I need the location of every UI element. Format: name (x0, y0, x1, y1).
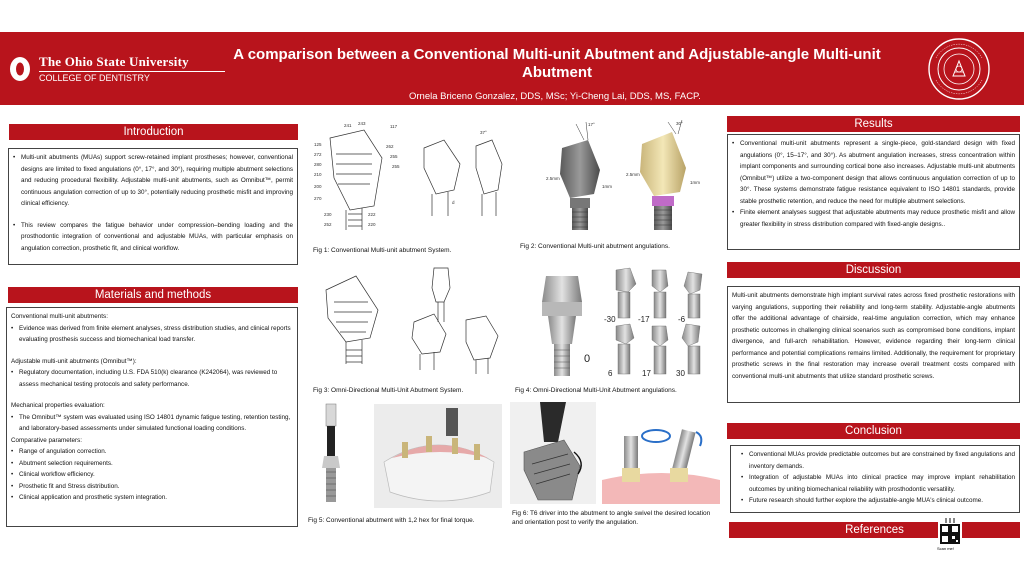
methods-group-label: Mechanical properties evaluation: (11, 402, 105, 409)
conclusion-bullet: • Conventional MUAs provide predictable outcomes but are constrained by fixed angulations and inventory demands. (741, 449, 1015, 472)
fig2-caption: Fig 2: Conventional Multi-unit abutment angulations. (520, 243, 670, 250)
param-item: • Abutment selection requirements. (11, 458, 293, 470)
param-item: • Range of angulation correction. (11, 446, 293, 458)
fig1-label: 117 (390, 124, 398, 129)
conclusion-bullet: • Future research should further explore the adjustable-angle MUA's clinical outcome. (741, 495, 1015, 507)
methods-group-label: Adjustable multi-unit abutments (Omnibut™): (11, 357, 137, 365)
fig3-caption: Fig 3: Omni-Directional Multi-Unit Abutment System. (313, 387, 464, 394)
fig5-abutment-torque-renders (318, 402, 504, 512)
fig1-label: 255 (390, 154, 398, 159)
references-heading: References (729, 522, 1020, 538)
fig4-caption: Fig 4: Omni-Directional Multi-Unit Abutment angulations. (515, 387, 677, 394)
param-item: • Clinical application and prosthetic system integration. (11, 492, 293, 504)
conclusion-box (730, 445, 1020, 513)
fig1-label: 272 (314, 152, 322, 157)
fig1-label: 241 (344, 123, 352, 128)
poster-title: A comparison between a Conventional Multi-unit Abutment and Adjustable-angle Multi-unit Abutment (233, 46, 881, 81)
fig6-driver-renders (510, 402, 720, 504)
results-heading: Results (727, 116, 1020, 132)
methods-heading: Materials and methods (8, 287, 298, 303)
fig1-label: 210 (314, 172, 322, 177)
fig1-technical-drawing (312, 118, 520, 242)
fig1-caption: Fig 1: Conventional Multi-unit abutment System. (313, 247, 452, 254)
methods-bullet: • Evidence was derived from finite element analyses, stress distribution studies, and clinical reports evaluating prosthesis success and biomechanical load transfer. (11, 323, 293, 346)
fig1-label: 220 (368, 222, 376, 227)
methods-box (6, 307, 298, 527)
university-name: The Ohio State University (39, 54, 189, 69)
fig1-label: d (452, 200, 455, 205)
fig4-label: -17 (638, 315, 650, 324)
fig1-label: 243 (358, 121, 366, 126)
results-bullet: • Finite element analyses suggest that adjustable abutments may reduce prosthetic misfit and allow greater flexibility in stress distribution compared with fixed-angle designs.. (732, 207, 1015, 230)
fig2-label: 2.5mm (546, 176, 560, 181)
params-label: Comparative parameters: (11, 436, 83, 444)
fig2-label: 17° (588, 122, 595, 127)
discussion-box: Multi-unit abutments demonstrate high implant survival rates across fixed prosthetic restorations with varying angulations, supporting their reliability and long-term stability. Adjustable-angle abutments offer the additional advantage of chairside, real-time angulation correction, which may enhance prosthetic outcomes in challenging clinical scenarios such as compromised bone conditions, implant divergence, and full-arch rehabilitation. However, evidence regarding their long-term clinical performance and potential complications remains limited. Additionally, the requirement for proprietary prosthetic screws in the final restoration may increase overall treatment costs compared with conventional multi-unit abutments that utilize standard prosthetic screws. (727, 286, 1020, 403)
param-item: • Prosthetic fit and Stress distribution. (11, 481, 293, 493)
qr-code-icon[interactable] (938, 518, 962, 548)
qr-label: Scan me! (937, 546, 954, 551)
fig2-label: 30° (676, 121, 683, 126)
results-box (727, 134, 1020, 250)
methods-bullet: • The Omnibut™ system was evaluated using ISO 14801 dynamic fatigue testing, retention testing, and laboratory-based assessments under simulated functional loading conditions. (11, 412, 293, 435)
fig4-label: 0 (584, 353, 591, 365)
fig2-label: 2.5mm (626, 172, 640, 177)
fig4-label: -30 (604, 315, 616, 324)
fig5-caption: Fig 5: Conventional abutment with 1,2 hex for final torque. (308, 517, 475, 524)
fig4-angulation-renders (528, 264, 714, 382)
param-item: • Clinical workflow efficiency. (11, 469, 293, 481)
introduction-box (8, 148, 298, 265)
fig1-label: 200 (314, 184, 322, 189)
intro-bullet: • This review compares the fatigue behavior under compression–bending loading and the prosthodontic integration of conventional and adjustable MUAs, with particular emphasis on angulation correction, prosthetic fit, and clinical workflow. (13, 220, 293, 255)
top-margin (0, 0, 1024, 32)
introduction-heading: Introduction (9, 124, 298, 140)
college-name: COLLEGE OF DENTISTRY (39, 73, 150, 83)
discussion-heading: Discussion (727, 262, 1020, 278)
fig3-omnibut-system-drawing (316, 262, 506, 380)
conclusion-bullet: • Integration of adjustable MUAs into clinical practice may improve implant rehabilitation outcomes by uniting biomechanical reliability with prosthodontic versatility. (741, 472, 1015, 495)
methods-bullet: • Regulatory documentation, including U.S. FDA 510(k) clearance (K242064), was reviewed to assess mechanical testing protocols and safety performance. (11, 367, 293, 390)
fig1-label: 270 (314, 196, 322, 201)
fig2-abutment-renders (526, 118, 716, 240)
conclusion-heading: Conclusion (727, 423, 1020, 439)
logo-divider (39, 71, 225, 72)
fig2-label: 1mm (690, 180, 700, 185)
intro-bullet: • Multi-unit abutments (MUAs) support screw-retained implant prostheses; however, conventional designs are limited to fixed angulations (0°, 17°, and 30°), requiring multiple abutment selections and reducing procedural flexibility. Adjustable multi-unit abutments, such as Omnibut™, permit continuous angulation correction of up to 30°, potentially reducing prosthetic misfit and improving clinical efficiency. (13, 152, 293, 210)
fig4-label: 6 (608, 369, 613, 378)
fig2-label: 1mm (602, 184, 612, 189)
fig1-label: 37° (480, 130, 487, 135)
fig1-label: 262 (386, 144, 394, 149)
poster-authors: Ornela Briceno Gonzalez, DDS, MSc; Yi-Cheng Lai, DDS, MS, FACP. (409, 91, 701, 102)
methods-group-label: Conventional multi-unit abutments: (11, 313, 108, 320)
fig6-caption: Fig 6: T6 driver into the abutment to angle swivel the desired location and orientation post to verify the angulation. (512, 510, 711, 526)
fig1-label: 222 (368, 212, 376, 217)
college-seal-icon (926, 36, 992, 102)
fig1-label: 255 (392, 164, 400, 169)
fig4-label: -6 (678, 315, 686, 324)
fig4-label: 30 (676, 369, 685, 378)
block-o-icon (9, 56, 31, 82)
fig1-label: 230 (324, 212, 332, 217)
results-bullet: • Conventional multi-unit abutments represent a single-piece, gold-standard design with fixed angulations (0°, 15–17°, and 30°). As abutment angulation increases, stress concentration within implant components and surrounding cortical bone also increases. Adjustable multi-unit abutments (Omnibut™) utilize a two-component design that allows continuous angulation correction of up to 30°. These systems demonstrate fatigue resistance equivalent to ISO 14801 standards, provide stable prosthetic retention, and reduce the need for multiple abutment selections. (732, 138, 1015, 207)
fig1-label: 280 (314, 162, 322, 167)
fig4-label: 17 (642, 369, 651, 378)
fig1-label: 252 (324, 222, 332, 227)
fig1-label: 125 (314, 142, 322, 147)
